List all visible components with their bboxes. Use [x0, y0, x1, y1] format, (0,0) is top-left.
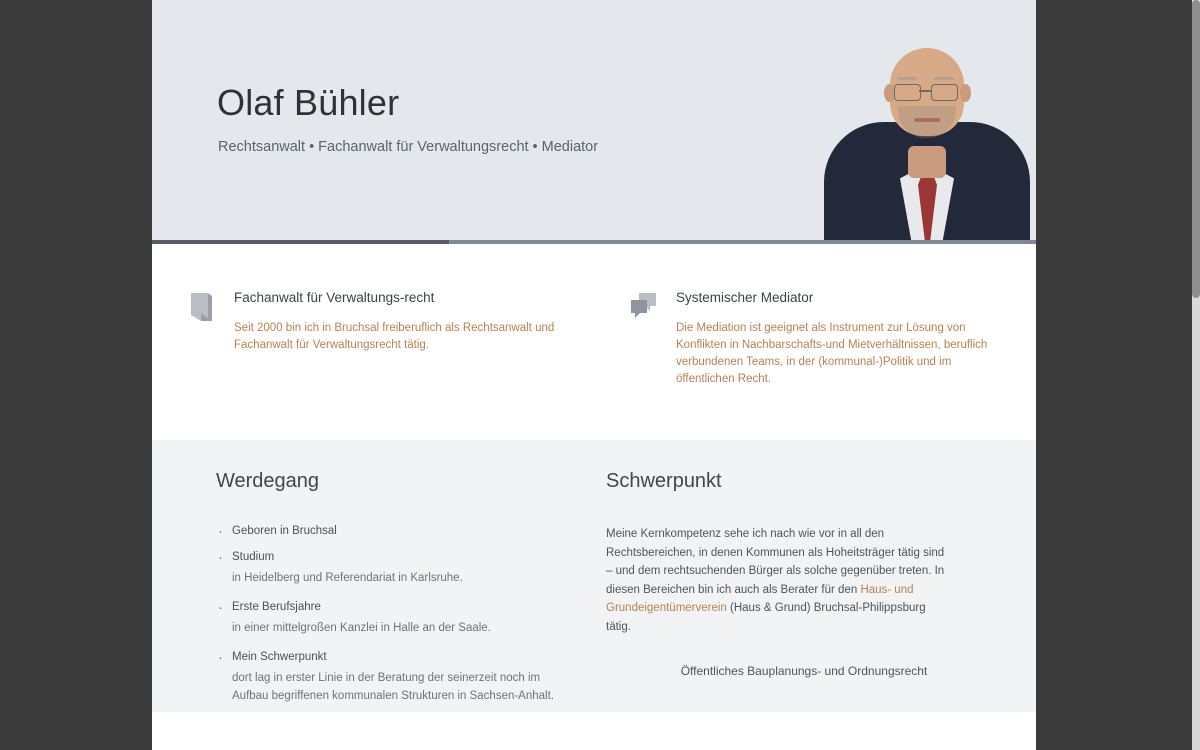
speech-bubbles-icon [630, 290, 658, 440]
hero-section [152, 0, 1036, 244]
career-item-detail: in Heidelberg und Referendariat in Karlsruhe. [232, 572, 463, 584]
book-icon [188, 290, 216, 440]
focus-heading: Schwerpunkt [606, 470, 722, 492]
career-item-title: · Erste Berufsjahre [216, 601, 594, 613]
focus-note: Öffentliches Bauplanungs- und Ordnungsrecht [680, 664, 928, 678]
list-item [216, 525, 594, 537]
page-scrollbar[interactable] [1192, 0, 1200, 750]
portrait-photo [824, 32, 1030, 244]
focus-column [594, 470, 1036, 712]
scrollbar-thumb[interactable] [1192, 0, 1200, 298]
lower-panel [152, 440, 1036, 712]
service-text: Die Mediation ist geeignet als Instrument zur Lösung von Konflikten in Nachbarschafts-und Mietverhältnissen, beruflich verbundenen Teams, in der (kommunal-)Politik und im öffentlichen Recht. [676, 321, 988, 385]
focus-paragraph [606, 525, 952, 636]
page-title: Olaf Bühler [217, 82, 400, 124]
service-title: Systemischer Mediator [676, 290, 814, 305]
service-text: Seit 2000 bin ich in Bruchsal freiberuflich als Rechtsanwalt und Fachanwalt für Verwaltungsrecht tätig. [234, 321, 555, 351]
page-container [152, 0, 1036, 750]
list-item [216, 651, 594, 705]
services-section [152, 244, 1036, 440]
career-heading: Werdegang [216, 470, 320, 492]
hero-subtitle: Rechtsanwalt • Fachanwalt für Verwaltungsrecht • Mediator [218, 139, 599, 155]
career-item-detail: dort lag in erster Linie in der Beratung der seinerzeit noch im Aufbau begriffenen kommunalen Strukturen in Sachsen-Anhalt. [232, 672, 554, 702]
career-item-title: · Studium [216, 551, 594, 563]
haus-und-grund-link[interactable]: Haus- und Grundeigentümerverein [606, 583, 914, 614]
hero-divider-accent [152, 240, 449, 244]
service-title: Fachanwalt für Verwaltungs-recht [234, 290, 435, 305]
career-column [152, 470, 594, 712]
career-list [216, 525, 594, 705]
career-item-title: · Mein Schwerpunkt [216, 651, 594, 663]
list-item [216, 601, 594, 637]
career-item-title: · Geboren in Bruchsal [216, 525, 594, 537]
service-card-verwaltungsrecht [152, 290, 594, 440]
service-card-mediator [594, 290, 1036, 440]
focus-text-before: Meine Kernkompetenz sehe ich nach wie vor in all den Rechtsbereichen, in denen Kommunen als Hoheitsträger tätig sind – und dem rechtsuchenden Bürger als solche gegenüber treten. In diesen Bereichen bin ich auch als Berater für den [606, 528, 945, 596]
focus-text-after: (Haus & Grund) Bruchsal-Philippsburg tätig. [606, 602, 926, 633]
career-item-detail: in einer mittelgroßen Kanzlei in Halle an der Saale. [232, 622, 491, 634]
footer-strip [152, 712, 1036, 750]
list-item [216, 551, 594, 587]
